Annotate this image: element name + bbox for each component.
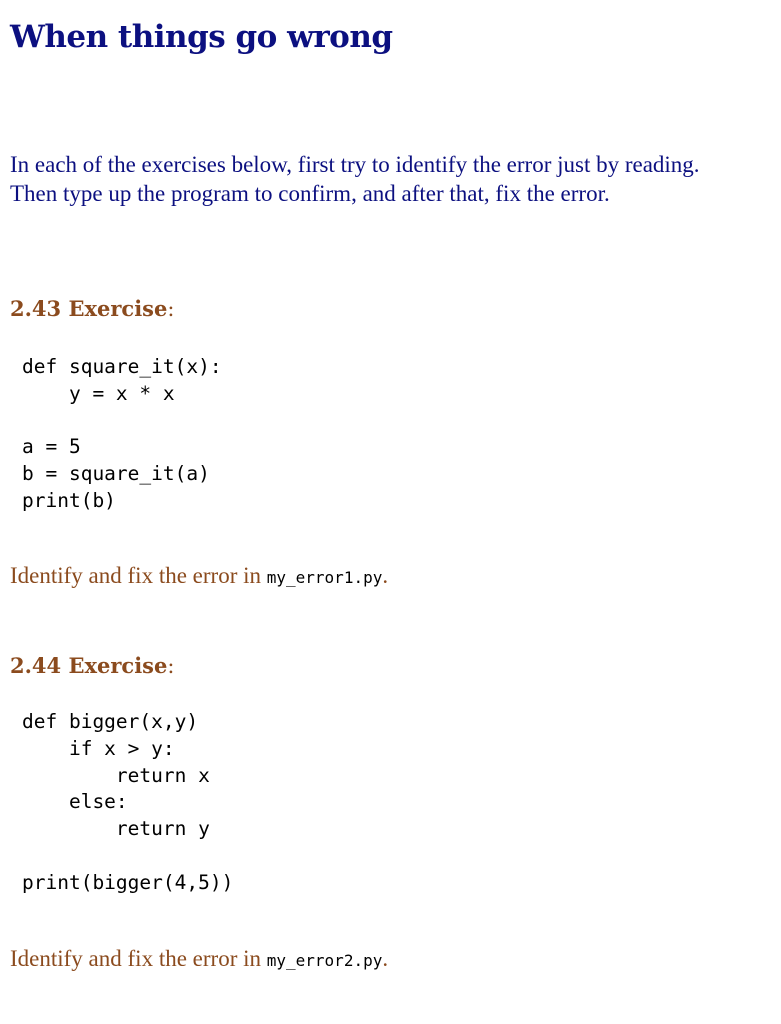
exercise-number: 2.43 <box>10 296 62 321</box>
exercise-label: Exercise <box>68 296 168 321</box>
exercise-heading: 2.43 Exercise: <box>10 296 175 321</box>
instruction-end: . <box>382 946 389 971</box>
code-block: def square_it(x): y = x * x a = 5 b = square_it(a) print(b) <box>22 355 222 512</box>
exercise-instruction <box>10 946 388 972</box>
filename: my_error2.py <box>266 951 383 970</box>
instruction-text: Identify and fix the error in <box>10 563 267 588</box>
exercise-number: 2.44 <box>10 653 62 678</box>
filename: my_error1.py <box>266 568 383 587</box>
exercise-heading: 2.44 Exercise: <box>10 653 175 678</box>
instruction-text: Identify and fix the error in <box>10 946 267 971</box>
intro-paragraph: In each of the exercises below, first try to identify the error just by reading. Then type up the program to confirm, and after that, fix the error. <box>10 152 700 206</box>
page-title: When things go wrong <box>10 19 393 55</box>
code-block: def bigger(x,y) if x > y: return x else: return y print(bigger(4,5)) <box>22 710 234 894</box>
instruction-end: . <box>382 563 389 588</box>
exercise-label: Exercise <box>68 653 168 678</box>
exercise-instruction <box>10 563 388 589</box>
